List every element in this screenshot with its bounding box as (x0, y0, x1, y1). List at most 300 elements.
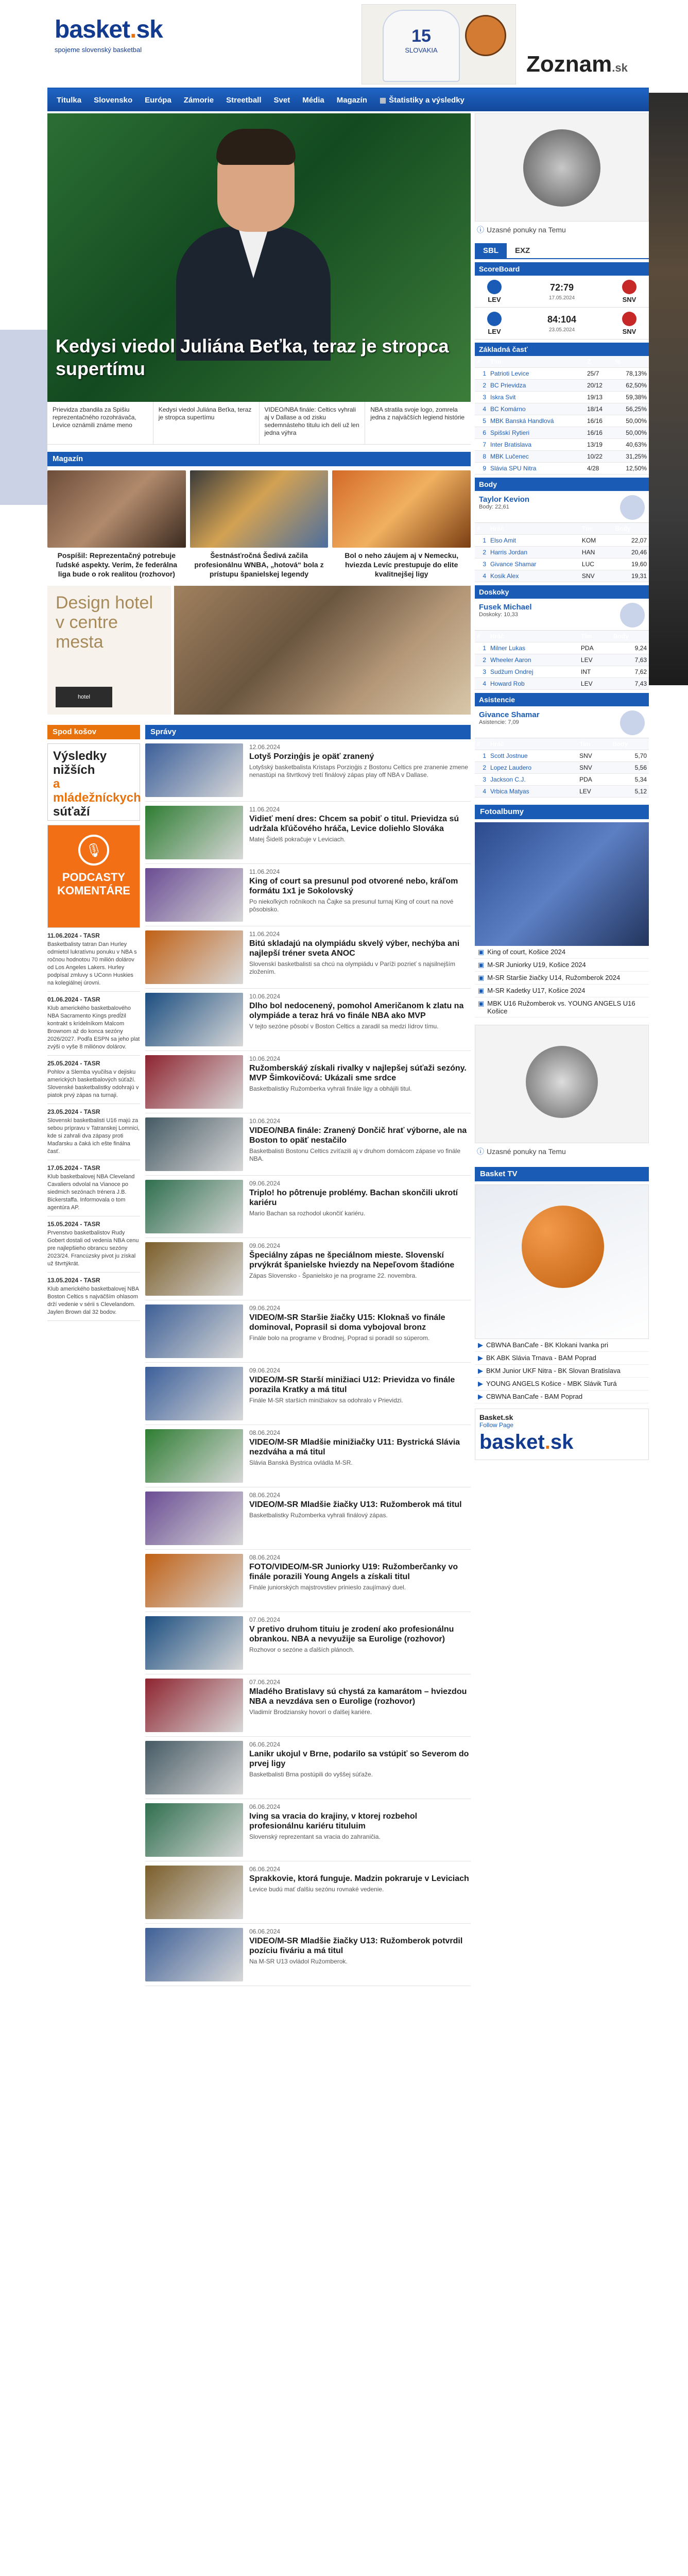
spod-item-text[interactable]: Klub amerického basketbalovej NBA Boston Celtics s najväčším ohlasom drží vedenie v sérii s Clevelandom. Jaylen Brown dal 32 bodov. (47, 1286, 139, 1315)
table-cell: PDA (579, 642, 611, 654)
chart-icon: ▦ (379, 95, 387, 104)
news-title[interactable]: VIDEO/NBA finále: Zranený Dončič hrať výborne, ale na Boston to opäť nestačilo (249, 1126, 467, 1145)
foto-album-link[interactable]: ▣ MBK U16 Ružomberok vs. YOUNG ANGELS U16 Košice (475, 997, 649, 1018)
news-date: 10.06.2024 (249, 993, 281, 1000)
table-cell: 10/22 (585, 451, 613, 463)
news-item[interactable] (145, 1924, 471, 1986)
table-cell: LEV (579, 654, 611, 666)
assists-leader[interactable]: Givance Shamar Asistencie: 7,09 (475, 706, 649, 738)
column-header: Body (610, 738, 649, 750)
table-cell[interactable]: Givance Shamar (488, 558, 580, 570)
table-cell[interactable]: Wheeler Aaron (488, 654, 579, 666)
news-date: 11.06.2024 (249, 806, 280, 813)
table-row[interactable] (475, 570, 649, 582)
table-header (475, 738, 649, 750)
table-cell: 9 (475, 463, 488, 474)
news-date: 12.06.2024 (249, 743, 281, 751)
tv-video-link[interactable]: ▶ CBWNA BanCafe - BK Klokani Ivanka pri (475, 1339, 649, 1352)
table-cell: 62,50% (613, 380, 649, 392)
magazin-image (190, 470, 329, 548)
table-cell: 1 (475, 750, 488, 762)
sidebar-ad-product[interactable] (475, 113, 649, 222)
news-title[interactable]: VIDEO/M-SR Starší minižiaci U12: Prievidza vo finále porazila Kratky a má titul (249, 1376, 455, 1394)
table-row[interactable] (475, 547, 649, 558)
basketball-icon (465, 15, 506, 56)
news-title[interactable]: VIDEO/M-SR Mladšie žiačky U13: Ružomberok potvrdil pozíciu fiváriu a má titul (249, 1937, 463, 1955)
spod-item-date: 17.05.2024 - TASR (47, 1164, 100, 1172)
news-item[interactable] (145, 1612, 471, 1674)
sidebar-ad-label[interactable]: ⓘ Uzasné ponuky na Temu (477, 226, 566, 234)
score: 72:79 (549, 282, 574, 293)
news-perex: Finále bolo na programe v Brodnej, Poprad si poradil so súperom. (249, 1334, 430, 1342)
news-perex: Vladimír Brodziansky hovorí o ďalšej kariére. (249, 1708, 372, 1716)
news-item[interactable] (145, 1487, 471, 1550)
news-item[interactable] (145, 1176, 471, 1238)
column-header: Body (611, 631, 649, 642)
magazin-item[interactable] (190, 470, 329, 582)
table-cell: 16/16 (585, 427, 613, 439)
news-title[interactable]: Lotyš Porziņģis je opäť zranený (249, 752, 374, 761)
nav-streetball[interactable]: Streetball (226, 95, 262, 105)
column-header: Body (613, 523, 649, 535)
magazin-image (332, 470, 471, 548)
table-row[interactable] (475, 368, 649, 380)
table-cell: LEV (579, 678, 611, 690)
table-cell[interactable]: MBK Lučenec (488, 451, 585, 463)
column-header: Z (585, 356, 613, 368)
news-thumbnail[interactable] (145, 1616, 243, 1670)
news-date: 06.06.2024 (249, 1928, 281, 1935)
news-thumbnail[interactable] (145, 743, 243, 797)
news-item[interactable] (145, 1051, 471, 1113)
table-cell: 18/14 (585, 403, 613, 415)
news-perex: Basketbalisti Bostonu Celtics zvíťazili aj v druhom domácom zápase vo finále NBA. (249, 1147, 461, 1162)
news-title[interactable]: Dlho bol nedocenený, pomohol Američanom k zlatu na olympiáde a teraz hrá vo finále NBA ako MVP (249, 1002, 464, 1020)
hero-strip (47, 402, 471, 445)
news-item[interactable] (145, 739, 471, 802)
table-cell: 19/13 (585, 392, 613, 403)
news-item[interactable] (145, 1799, 471, 1861)
news-item[interactable] (145, 864, 471, 926)
column-header: # (475, 631, 488, 642)
assists-table (475, 738, 649, 798)
table-row[interactable] (475, 439, 649, 451)
news-perex: Po niekoľkých ročníkoch na Čajke sa presunul turnaj King of court na nové pôsobisko. (249, 898, 454, 913)
nav-zamorie[interactable]: Zámorie (183, 95, 214, 105)
news-item[interactable] (145, 1550, 471, 1612)
table-cell: 5,70 (610, 750, 649, 762)
spod-item[interactable] (47, 1104, 140, 1160)
news-date: 08.06.2024 (249, 1554, 281, 1561)
news-thumbnail[interactable] (145, 1117, 243, 1171)
spod-item-date: 01.06.2024 - TASR (47, 996, 100, 1003)
camera-icon: ▣ (478, 999, 485, 1007)
facebook-box[interactable]: Basket.sk Follow Page basket.sk (475, 1409, 649, 1460)
table-row[interactable] (475, 666, 649, 678)
spod-item[interactable] (47, 928, 140, 992)
news-date: 11.06.2024 (249, 930, 280, 938)
news-thumbnail[interactable] (145, 993, 243, 1046)
table-cell: 5,12 (610, 786, 649, 798)
table-cell[interactable]: Spišskí Rytieri (488, 427, 585, 439)
table-cell[interactable]: Patrioti Levice (488, 368, 585, 380)
table-cell[interactable]: Slávia SPU Nitra (488, 463, 585, 474)
news-item[interactable] (145, 1363, 471, 1425)
table-cell[interactable]: Iskra Svit (488, 392, 585, 403)
spod-item-text[interactable]: Klub amerického basketbalového NBA Sacramento Kings predĺžil kontrakt s krídelníkom Malcom Brownom až do konca sezóny 2026/2027. Podľa ESPN sa jeho plat zvýši o vyše 8 miliónov dolárov. (47, 1005, 140, 1050)
tv-heading: Basket TV (475, 1167, 649, 1181)
news-title[interactable]: VIDEO/M-SR Mladšie minižiačky U11: Bystrická Slávia nezdváha a má titul (249, 1438, 460, 1456)
left-side-ad[interactable] (0, 330, 47, 505)
magazin-item[interactable] (332, 470, 471, 582)
play-icon: ▶ (478, 1354, 483, 1362)
score-date: 23.05.2024 (548, 327, 575, 333)
team-logo (487, 312, 502, 326)
news-thumbnail[interactable] (145, 1367, 243, 1420)
tv-video-link[interactable]: ▶ CBWNA BanCafe - BAM Poprad (475, 1391, 649, 1403)
assists-heading: Asistencie (475, 693, 649, 706)
table-row[interactable] (475, 427, 649, 439)
news-thumbnail[interactable] (145, 1055, 243, 1109)
news-date: 10.06.2024 (249, 1117, 281, 1125)
hero-strip-item[interactable]: Kedysi viedol Juliána Beťka, teraz je stropca supertímu (153, 402, 260, 444)
spod-item-text[interactable]: Basketbalisty tatran Dan Hurley odmietol lukratívnu ponuku v NBA s ročnou hodnotou 70 milión dolárov od Los Angeles Lakers. Hurley podpísal zmluvy s UConn Huskies na kolegiálnej úrovni. (47, 941, 137, 986)
table-cell[interactable]: Jackson C.J. (488, 774, 577, 786)
news-perex: Basketbalistky Ružomberka vyhrali finálový zápas. (249, 1512, 388, 1519)
news-title[interactable]: V pretivo druhom tituiu je zrodení ako profesionálnu obrankou. NBA a nevyužije sa Eurolige (rozhovor) (249, 1625, 454, 1643)
table-cell: 3 (475, 774, 488, 786)
news-thumbnail[interactable] (145, 868, 243, 922)
table-row[interactable] (475, 786, 649, 798)
table-cell: 8 (475, 451, 488, 463)
vysledky-promo[interactable]: Výsledky nižších a mládežníckych súťaží (47, 743, 140, 821)
camera-icon: ▣ (478, 948, 485, 956)
news-thumbnail[interactable] (145, 1679, 243, 1732)
news-title[interactable]: Ružomberskáý získali rivalky v najlepšej súťaži sezóny. MVP Šimkovičová: Ukázali sme srdce (249, 1064, 467, 1082)
news-date: 09.06.2024 (249, 1367, 281, 1374)
table-row[interactable] (475, 774, 649, 786)
table-cell: 50,00% (613, 427, 649, 439)
table-cell[interactable]: BC Komárno (488, 403, 585, 415)
table-cell[interactable]: Howard Rob (488, 678, 579, 690)
table-cell[interactable]: Harris Jordan (488, 547, 580, 558)
nav-slovensko[interactable]: Slovensko (94, 95, 133, 105)
spod-item-date: 25.05.2024 - TASR (47, 1060, 100, 1067)
score: 84:104 (547, 314, 577, 325)
table-row[interactable] (475, 415, 649, 427)
news-thumbnail[interactable] (145, 1928, 243, 1981)
table-cell: 4 (475, 786, 488, 798)
news-thumbnail[interactable] (145, 1803, 243, 1857)
nav-europa[interactable]: Európa (145, 95, 171, 105)
play-icon: ▶ (478, 1380, 483, 1387)
magazin-title[interactable]: Pospíšil: Reprezentačný potrebuje ľudské aspekty. Verím, že federálna liga bude o rok realitou (rozhovor) (56, 551, 178, 578)
news-date: 07.06.2024 (249, 1616, 281, 1623)
news-title[interactable]: VIDEO/M-SR Mladšie žiačky U13: Ružomberok má titul (249, 1500, 462, 1509)
main-column (47, 113, 471, 2576)
tab-sbl[interactable]: SBL (475, 243, 507, 258)
nav-media[interactable]: Média (302, 95, 324, 105)
spod-item[interactable] (47, 1056, 140, 1104)
league-tabs (475, 243, 649, 259)
team-logo (622, 312, 637, 326)
table-cell[interactable]: Vrbica Matyas (488, 786, 577, 798)
table-cell: 6 (475, 427, 488, 439)
column-header: Hráč (488, 738, 577, 750)
news-thumbnail[interactable] (145, 1429, 243, 1483)
news-title[interactable]: FOTO/VIDEO/M-SR Juniorky U19: Ružomberčanky vo finále porazili Young Angels a získali titul (249, 1563, 458, 1581)
player-avatar (620, 710, 645, 735)
news-date: 09.06.2024 (249, 1242, 281, 1249)
news-thumbnail[interactable] (145, 1741, 243, 1794)
microphone-icon: 🎙 (78, 835, 109, 866)
nav-titulka[interactable]: Titulka (57, 95, 82, 105)
foto-album-image[interactable] (475, 822, 649, 946)
news-title[interactable]: King of court sa presunul pod otvorené nebo, kráľom formátu 1x1 je Sokolovský (249, 877, 458, 895)
away-team: SNV (622, 295, 637, 303)
news-item[interactable] (145, 1113, 471, 1176)
tv-video-link[interactable]: ▶ BKM Junior UKF Nitra - BK Slovan Bratislava (475, 1365, 649, 1378)
news-date: 06.06.2024 (249, 1741, 281, 1748)
hotel-ad-brand: hotel (56, 687, 112, 707)
news-title[interactable]: VIDEO/M-SR Staršie žiačky U15: Kloknaš vo finále dominoval, Poprasil si doma vybojoval bronz (249, 1313, 445, 1332)
news-title[interactable]: Bitú skladajú na olympiádu skvelý výber, nechýba ani najlepší tréner sveta ANOC (249, 939, 460, 958)
spod-item[interactable] (47, 1160, 140, 1216)
home-team: LEV (488, 327, 501, 335)
table-cell[interactable]: Kosik Alex (488, 570, 580, 582)
table-row[interactable] (475, 451, 649, 463)
hero-strip-item[interactable]: Prievidza zbandila za Spišiu reprezentačného rozohrávača, Levice oznámili známe meno (47, 402, 153, 444)
news-item[interactable] (145, 1737, 471, 1799)
foto-album-link[interactable]: ▣ M-SR Juniorky U19, Košice 2024 (475, 959, 649, 972)
table-row[interactable] (475, 392, 649, 403)
table-header (475, 523, 649, 535)
table-row[interactable] (475, 380, 649, 392)
foto-album-link[interactable]: ▣ King of court, Košice 2024 (475, 946, 649, 959)
news-item[interactable] (145, 926, 471, 989)
spod-item-text[interactable]: Klub basketbalovej NBA Cleveland Cavaliers odvolal na Vianoce po siedmich sezónach trénera J.B. Bickerstaffa. Informovala o tom agentúra AP. (47, 1174, 135, 1211)
spod-item-date: 13.05.2024 - TASR (47, 1277, 100, 1284)
news-perex: Basketbalisti Brna postúpili do vyššej súťaže. (249, 1771, 373, 1778)
hero-strip-item[interactable]: NBA stratila svoje logo, zomrela jedna z najväčších legiend histórie (370, 406, 465, 421)
spod-item-text[interactable]: Prvenstvo basketbalistov Rudy Gobert dostali od vedenia NBA cenu pre najlepšieho obrancu sezóny 2023/24. Francúzsky pivot ju získal už štvrtýkrát. (47, 1230, 139, 1267)
table-cell[interactable]: BC Prievidza (488, 380, 585, 392)
table-cell[interactable]: Lopez Laudero (488, 762, 577, 774)
news-date: 06.06.2024 (249, 1866, 281, 1873)
hotel-ad-title: Design hotel v centre mesta (56, 593, 153, 652)
news-thumbnail[interactable] (145, 1492, 243, 1545)
news-thumbnail[interactable] (145, 1554, 243, 1607)
table-cell: 56,25% (613, 403, 649, 415)
spod-kosov-section (47, 725, 140, 1321)
hero-article[interactable] (47, 113, 471, 402)
table-row[interactable] (475, 535, 649, 547)
table-cell: LEV (577, 786, 610, 798)
spod-item-date: 11.06.2024 - TASR (47, 932, 100, 939)
spod-kosov-heading: Spod košov (47, 725, 140, 739)
table-row[interactable] (475, 678, 649, 690)
table-row[interactable] (475, 654, 649, 666)
news-item[interactable] (145, 1861, 471, 1924)
foto-album-link[interactable]: ▣ M-SR Staršie žiačky U14, Ružomberok 2024 (475, 972, 649, 985)
news-title[interactable]: Mladého Bratislavy sú chystá za kamarátom – hviezdou NBA a nevzdáva sen o Eurolige (rozhovor) (249, 1687, 467, 1706)
news-thumbnail[interactable] (145, 930, 243, 984)
table-cell[interactable]: Milner Lukas (488, 642, 579, 654)
table-cell[interactable]: Sudžum Ondrej (488, 666, 579, 678)
away-team: SNV (622, 327, 637, 335)
rebounds-table (475, 631, 649, 690)
table-row[interactable] (475, 463, 649, 474)
standings-table (475, 356, 649, 474)
news-perex: Mario Bachan sa rozhodol ukončiť kariéru. (249, 1210, 366, 1217)
table-cell: 2 (475, 762, 488, 774)
table-cell[interactable]: Elso Amit (488, 535, 580, 547)
spod-item-date: 23.05.2024 - TASR (47, 1108, 100, 1115)
table-cell: 4 (475, 678, 488, 690)
table-cell[interactable]: MBK Banská Handlová (488, 415, 585, 427)
hotel-ad[interactable] (47, 586, 471, 715)
jersey-image: 15 SLOVAKIA (383, 10, 460, 82)
news-item[interactable] (145, 802, 471, 864)
table-cell: 2 (475, 380, 488, 392)
news-perex: Slovenský reprezentant sa vracia do zahraničia. (249, 1833, 381, 1840)
column-header: Tím (577, 738, 610, 750)
table-cell: INT (579, 666, 611, 678)
news-thumbnail[interactable] (145, 1180, 243, 1233)
spod-item-text[interactable]: Slovenskí basketbalisti U16 majú za sebou prípravu v Tatranskej Lomnici, kde si zahrali dva zápasy proti Maďarsku a čaká ich ešte finálna časť. (47, 1117, 140, 1155)
tab-exz[interactable]: EXZ (515, 246, 530, 255)
news-title[interactable]: Špeciálny zápas ne špeciálnom mieste. Slovenskí prvýkrát španielske hviezdy na Nepeľovom štadióne (249, 1251, 455, 1269)
table-cell: PDA (577, 774, 610, 786)
news-perex: Slávia Banská Bystrica ovládla M-SR. (249, 1459, 353, 1466)
tv-video-player[interactable] (475, 1184, 649, 1339)
site-logo[interactable]: basket.sk spojeme slovenský basketbal (55, 15, 199, 72)
news-perex: Finále M-SR starších minižiakov sa odohralo v Prievidzi. (249, 1397, 403, 1404)
hero-photo (176, 124, 331, 340)
table-header (475, 631, 649, 642)
podcasty-promo[interactable]: 🎙 PODCASTY KOMENTÁRE (47, 825, 140, 928)
hero-strip-item[interactable]: VIDEO/NBA finále: Celtics vyhrali aj v Dallase a od zisku sedemnásteho titulu ich delí už len jedna výhra (260, 402, 366, 444)
news-title[interactable]: Sprakkovie, ktorá funguje. Madzin pokraruje v Leviciach (249, 1874, 469, 1883)
header-banner-ad[interactable] (362, 4, 516, 84)
news-date: 08.06.2024 (249, 1429, 281, 1436)
table-cell: 50,00% (613, 415, 649, 427)
nav-statistiky[interactable]: ▦ Štatistiky a výsledky (379, 95, 465, 105)
table-row[interactable] (475, 642, 649, 654)
hero-title[interactable]: Kedysi viedol Juliána Beťka, teraz je stropca supertímu (56, 335, 449, 379)
column-header: # (475, 356, 488, 368)
news-thumbnail[interactable] (145, 1242, 243, 1296)
column-header: Tím (580, 523, 613, 535)
zoznam-logo[interactable]: Zoznam.sk (526, 52, 628, 77)
sidebar-ad-product-2[interactable] (475, 1025, 649, 1143)
spod-item-date: 15.05.2024 - TASR (47, 1221, 100, 1228)
news-item[interactable] (145, 1674, 471, 1737)
magazin-item[interactable] (47, 470, 186, 582)
table-cell: 16/16 (585, 415, 613, 427)
sidebar (475, 113, 649, 1460)
table-cell: SNV (580, 570, 613, 582)
column-header: Tím (488, 356, 585, 368)
score-row[interactable] (475, 308, 649, 340)
table-row[interactable] (475, 558, 649, 570)
magazin-title[interactable]: Šestnásťročná Šedivá začila profesionálnu WNBA, „hotová“ bola z prístupu španielskej legendy (194, 551, 324, 578)
news-date: 07.06.2024 (249, 1679, 281, 1686)
table-cell: 5 (475, 415, 488, 427)
table-row[interactable] (475, 750, 649, 762)
tv-video-link[interactable]: ▶ YOUNG ANGELS Košice - MBK Slávik Turá (475, 1378, 649, 1391)
points-leader[interactable]: Taylor Kevion Body: 22,61 (475, 491, 649, 523)
foto-album-link[interactable]: ▣ M-SR Kadetky U17, Košice 2024 (475, 985, 649, 997)
news-thumbnail[interactable] (145, 806, 243, 859)
nav-magazin[interactable]: Magazín (336, 95, 367, 105)
news-thumbnail[interactable] (145, 1866, 243, 1919)
news-title[interactable]: Vidieť mení dres: Chcem sa pobiť o titul. Prievidza sú udržala kľúčového hráča, Levice doliehlo Slováka (249, 815, 459, 833)
table-cell[interactable]: Inter Bratislava (488, 439, 585, 451)
magazin-section (47, 452, 471, 715)
camera-icon: ▣ (478, 961, 485, 969)
magazin-title[interactable]: Bol o neho záujem aj v Nemecku, hviezda Levíc prestupuje do elite kvalitnejšej ligy (345, 551, 459, 578)
table-header (475, 356, 649, 368)
news-item[interactable] (145, 1300, 471, 1363)
table-cell: 7,63 (611, 654, 649, 666)
spod-item-text[interactable]: Pohlov a Slemba vyučilsa v dejisku amerických basketbalových súťaží. Slovenské basketbalistky odohrajú v piatok prvý zápas na turnaji. (47, 1069, 139, 1098)
table-cell: 7 (475, 439, 488, 451)
points-table (475, 523, 649, 582)
scoreboard-heading: ScoreBoard (475, 262, 649, 276)
news-perex: Levice budú mať ďalšiu sezónu rovnaké vedenie. (249, 1886, 384, 1893)
score-row[interactable] (475, 276, 649, 308)
table-cell: 12,50% (613, 463, 649, 474)
spod-item[interactable] (47, 992, 140, 1056)
column-header: % (613, 356, 649, 368)
table-cell: 13/19 (585, 439, 613, 451)
nav-svet[interactable]: Svet (273, 95, 290, 105)
sidebar-ad-label-2[interactable]: ⓘ Uzasné ponuky na Temu (477, 1147, 566, 1156)
news-item[interactable] (145, 1425, 471, 1487)
news-item[interactable] (145, 989, 471, 1051)
table-row[interactable] (475, 762, 649, 774)
table-cell: 19,31 (613, 570, 649, 582)
table-cell: 25/7 (585, 368, 613, 380)
tv-video-link[interactable]: ▶ BK ABK Slávia Trnava - BAM Poprad (475, 1352, 649, 1365)
spod-item[interactable] (47, 1216, 140, 1273)
spod-item[interactable] (47, 1273, 140, 1321)
news-date: 09.06.2024 (249, 1180, 281, 1187)
camera-icon: ▣ (478, 987, 485, 994)
table-cell: 1 (475, 642, 488, 654)
table-cell: 3 (475, 392, 488, 403)
news-perex: Basketbalistky Ružomberka vyhrali finále ligy a obhájili titul. (249, 1085, 412, 1092)
page (47, 0, 649, 2576)
news-item[interactable] (145, 1238, 471, 1300)
table-cell[interactable]: Scott Jostnue (488, 750, 577, 762)
table-cell: 1 (475, 368, 488, 380)
table-row[interactable] (475, 403, 649, 415)
news-date: 08.06.2024 (249, 1492, 281, 1499)
news-title[interactable]: Iving sa vracia do krajiny, v ktorej rozbehol profesionálnu kariéru tituluim (249, 1812, 418, 1831)
table-cell: 4 (475, 570, 488, 582)
news-perex: Rozhovor o sezóne a ďalších plánoch. (249, 1646, 355, 1653)
news-title[interactable]: Lanikr ukojul v Brne, podarilo sa vstúpiť so Severom do prvej ligy (249, 1750, 469, 1768)
news-title[interactable]: Triplo! ho pôtrenuje problémy. Bachan skončili ukrotí kariéru (249, 1189, 458, 1207)
rebounds-leader[interactable]: Fusek Michael Doskoky: 10,33 (475, 599, 649, 631)
table-cell: 7,62 (611, 666, 649, 678)
table-cell: SNV (577, 762, 610, 774)
right-side-ad[interactable] (649, 93, 688, 685)
news-perex: Slovenskí basketbalisti sa chcú na olympiádu v Paríži pozrieť s najsilnejším zložením. (249, 960, 456, 975)
news-thumbnail[interactable] (145, 1304, 243, 1358)
